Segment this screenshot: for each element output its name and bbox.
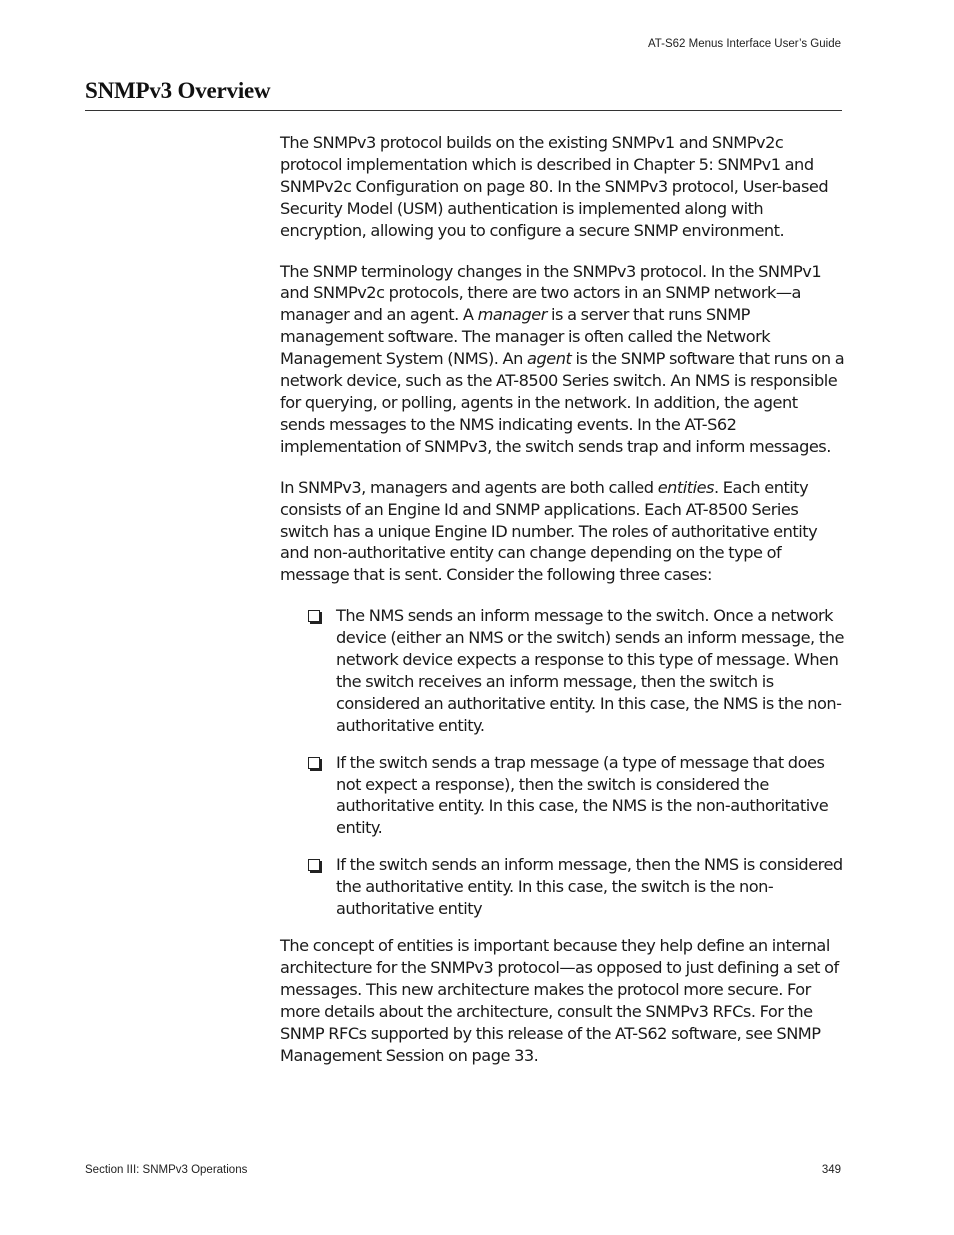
checkbox-bullet-icon [308,757,320,769]
text-run: is a server that runs SNMP management software. The manager is often called the Network Management System (NMS). An [280,305,771,369]
list-item [280,854,845,920]
title-divider [85,110,842,111]
list-item-text: If the switch sends an inform message, then the NMS is considered the authoritative entity. In this case, the switch is the non-authoritative entity [336,855,843,919]
checkbox-bullet-icon [308,610,320,622]
text-run: is the SNMP software that runs on a network device, such as the AT-8500 Series switch. An NMS is responsible for querying, or polling, agents in the network. In addition, the agent sends messages to the NMS indicating events. In the AT-S62 implementation of SNMPv3, the switch sends trap and inform messages. [280,349,845,456]
cases-list [280,605,845,920]
text-run: In SNMPv3, managers and agents are both called [280,477,658,497]
page-number: 349 [821,1164,841,1176]
emphasis-agent: agent [527,349,572,369]
paragraph-intro: The SNMPv3 protocol builds on the existing SNMPv1 and SNMPv2c protocol implementation which is described in Chapter 5: SNMPv1 and SNMPv2c Configuration on page 80. In the SNMPv3 protocol, User-based Security Model (USM) authentication is implemented along with encryption, allowing you to configure a secure SNMP environment. [280,133,829,240]
emphasis-entities: entities [657,477,714,497]
list-item [280,605,845,736]
text-run: The SNMP terminology changes in the SNMPv3 protocol. In the SNMPv1 and SNMPv2c protocols, there are two actors in an SNMP network—a manager and an agent. A [280,261,822,325]
section-title: SNMPv3 Overview [85,78,271,103]
footer-section-label: Section III: SNMPv3 Operations [85,1164,248,1176]
list-item-text: The NMS sends an inform message to the switch. Once a network device (either an NMS or the switch) sends an inform message, the network device expects a response to this type of message. When the switch receives an inform message, then the switch is considered an authoritative entity. In this case, the NMS is the non-authoritative entity. [336,606,844,735]
list-item [280,752,845,840]
text-run: . Each entity consists of an Engine Id and SNMP applications. Each AT-8500 Series switch has a unique Engine ID number. The roles of authoritative entity and non-authoritative entity can change depending on the type of message that is sent. Consider the following three cases: [280,477,818,585]
running-header: AT-S62 Menus Interface User’s Guide [647,38,841,50]
paragraph-entities [280,477,845,587]
paragraph-terminology [280,261,845,458]
body-text [280,132,845,1085]
checkbox-bullet-icon [308,859,320,871]
list-item-text: If the switch sends a trap message (a type of message that does not expect a response), then the switch is considered the authoritative entity. In this case, the NMS is the non-authoritative entity. [336,752,829,838]
emphasis-manager: manager [477,305,547,325]
paragraph-architecture: The concept of entities is important because they help define an internal architecture for the SNMPv3 protocol—as opposed to just defining a set of messages. This new architecture makes the protocol more secure. For more details about the architecture, consult the SNMPv3 RFCs. For the SNMP RFCs supported by this release of the AT-S62 software, see SNMP Management Session on page 33. [280,936,839,1065]
